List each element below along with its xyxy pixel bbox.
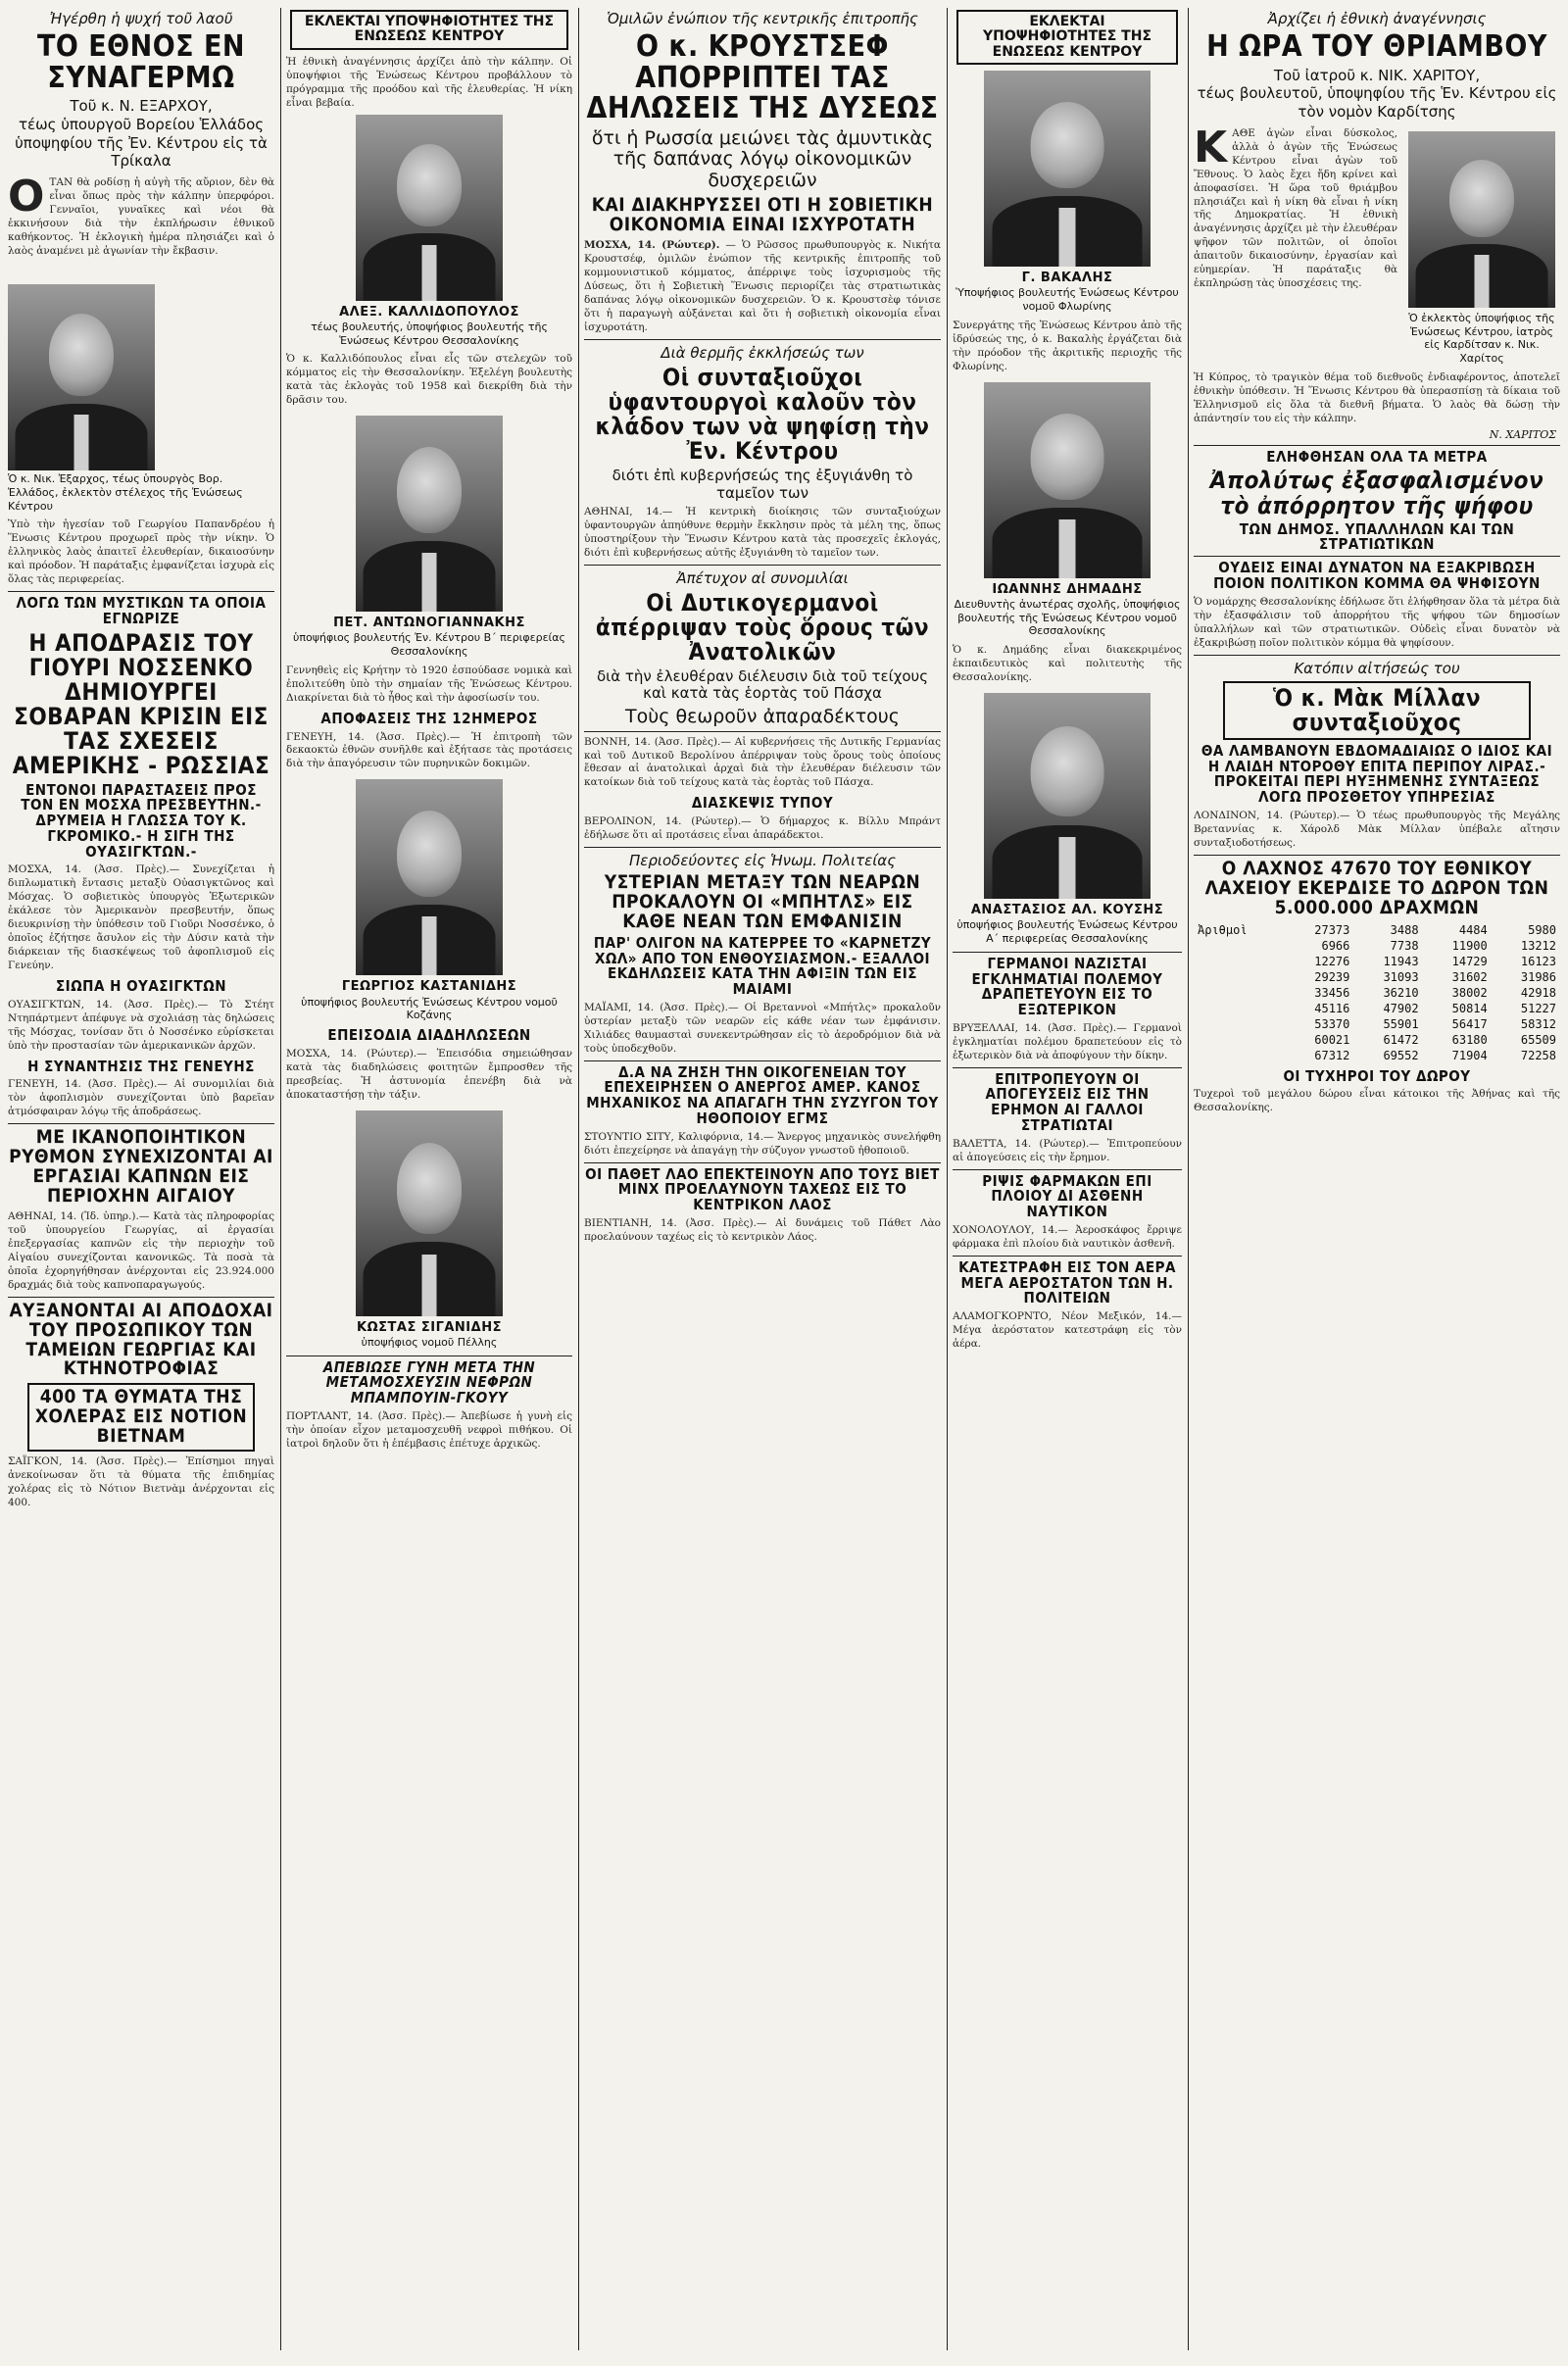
subhead: ΤΩΝ ΔΗΜΟΣ. ΥΠΑΛΛΗΛΩΝ ΚΑΙ ΤΩΝ ΣΤΡΑΤΙΩΤΙΚΩΝ xyxy=(1194,522,1560,558)
caption-text: Ὑποψήφιος βουλευτής Ἑνώσεως Κέντρου νομοῦ Φλωρίνης xyxy=(956,286,1179,314)
subhead-nosenko: ΕΝΤΟΝΟΙ ΠΑΡΑΣΤΑΣΕΙΣ ΠΡΟΣ ΤΟΝ ΕΝ ΜΟΣΧΑ ΠΡΕΣΒΕΥΤΗΝ.- ΔΡΥΜΕΙΑ Η ΓΛΩΣΣΑ ΤΟΥ Κ. ΓΚΡΟΜΙΚΟ.- Η ΣΙΓΗ ΤΗΣ ΟΥΑΣΙΓΚΤΩΝ.- xyxy=(21,780,262,861)
article-text: Ἡ Κύπρος, τὸ τραγικὸν θέμα τοῦ διεθνοῦς ἐνδιαφέροντος, ἀποτελεῖ ἐθνικὴν ὑπόθεσιν. Ἡ Ἕνωσις Κέντρου θὰ ὑπερασπίσῃ τὰ δίκαια τοῦ Ἑλληνισμοῦ εἰς ὅλα τὰ διεθνῆ βήματα. Ὁ λαὸς θὰ δώσῃ τὴν ἀπάντησίν του εἰς τὴν κάλπην. xyxy=(1194,370,1560,424)
lottery-number: 31986 xyxy=(1520,969,1556,984)
article-text: Ὁ νομάρχης Θεσσαλονίκης ἐδήλωσε ὅτι ἐλήφθησαν ὅλα τὰ μέτρα διὰ τὴν ἐξασφάλισιν τοῦ ἀπορρήτου τῆς ψήφου τῶν δημοσίων ὑπαλλήλων καὶ τῶν στρατιωτικῶν. Οὐδεὶς εἶναι δυνατὸν νὰ ἐξακριβώσῃ ποῖον πολιτικὸν κόμμα θὰ ψηφίσουν. xyxy=(1194,595,1560,649)
portrait-photo xyxy=(984,693,1151,899)
lottery-number: 36210 xyxy=(1383,985,1419,1000)
lottery-number: 11943 xyxy=(1383,954,1419,968)
headline-salaries: ΑΥΞΑΝΟΝΤΑΙ ΑΙ ΑΠΟΔΟΧΑΙ ΤΟΥ ΠΡΟΣΩΠΙΚΟΥ ΤΩΝ ΤΑΜΕΙΩΝ ΓΕΩΡΓΙΑΣ ΚΑΙ ΚΤΗΝΟΤΡΟΦΙΑΣ xyxy=(9,1299,273,1380)
article-text: ΣΑΪΓΚΟΝ, 14. (Ἀσσ. Πρὲς).— Ἐπίσημοι πηγαὶ ἀνεκοίνωσαν ὅτι τὰ θύματα τῆς ἐπιδημίας χολέρας εἰς τὸ Νότιον Βιετνὰμ ἀνέρχονται εἰς 400. xyxy=(8,1455,274,1509)
lottery-number: 51227 xyxy=(1520,1001,1556,1015)
photo-caption xyxy=(286,979,572,1022)
caption-name: ΚΩΣΤΑΣ ΣΙΓΑΝΙΔΗΣ xyxy=(357,1319,502,1335)
article-text: Ὁ κ. Καλλιδόπουλος εἶναι εἷς τῶν στελεχῶν τοῦ κόμματος εἰς τὴν Θεσσαλονίκην. Ἐξελέγη βουλευτὴς κατὰ τὰς ἐκλογὰς τοῦ 1958 καὶ διεκρίθη διὰ τὴν δρᾶσιν του. xyxy=(286,353,572,407)
caption-name: ΑΝΑΣΤΑΣΙΟΣ ΑΛ. ΚΟΥΣΗΣ xyxy=(970,903,1164,918)
subhead-soviet-economy: ΚΑΙ ΔΙΑΚΗΡΥΣΣΕΙ ΟΤΙ Η ΣΟΒΙΕΤΙΚΗ ΟΙΚΟΝΟΜΙΑ ΕΙΝΑΙ ΙΣΧΥΡΟΤΑΤΗ xyxy=(591,194,934,235)
lottery-number: 67312 xyxy=(1314,1048,1350,1062)
lottery-row xyxy=(1194,954,1560,969)
headline-macmillan: Ὁ κ. Μὰκ Μίλλαν συνταξιοῦχος xyxy=(1223,681,1531,740)
headline-nosenko: Η ΑΠΟΔΡΑΣΙΣ ΤΟΥ ΓΙΟΥΡΙ ΝΟΣΣΕΝΚΟ ΔΗΜΙΟΥΡΓΕΙ ΣΟΒΑΡΑΝ ΚΡΙΣΙΝ ΕΙΣ ΤΑΣ ΣΧΕΣΕΙΣ ΑΜΕΡΙΚΗΣ - ΡΩΣΣΙΑΣ xyxy=(12,628,270,780)
kicker: Ἀπέτυχον αἱ συνομιλίαι xyxy=(676,568,849,587)
lottery-number: 27373 xyxy=(1314,922,1350,937)
article-text: ΓΕΝΕΥΗ, 14. (Ἀσσ. Πρὲς).— Ἡ ἐπιτροπὴ τῶν δεκαοκτὼ ἐθνῶν συνῆλθε καὶ ἐξήτασε τὰς προτάσεις διὰ τὴν ἀπαγόρευσιν τῶν πυρηνικῶν δοκιμῶν. xyxy=(286,730,572,770)
article-text: ΜΑΪΑΜΙ, 14. (Ἀσσ. Πρὲς).— Οἱ Βρεταννοὶ «Μπήτλς» προκαλοῦν ὑστερίαν μεταξὺ τῶν νεαρῶν εἰς κάθε νέαν των ἐμφάνισιν. Χιλιάδες θαυμασταὶ συνεκεντρώθησαν εἰς τὸ ἀεροδρόμιον διὰ νὰ τοὺς ὑποδεχθοῦν. xyxy=(584,1001,941,1055)
headline-soldiers: ΕΠΙΤΡΟΠΕΥΟΥΝ ΟΙ ΑΠΟΓΕΥΣΕΙΣ ΕΙΣ ΤΗΝ ΕΡΗΜΟΝ ΑΙ ΓΑΛΛΟΙ ΣΤΡΑΤΙΩΤΑΙ xyxy=(985,1069,1150,1134)
dropcap: Κ xyxy=(1194,122,1228,173)
lottery-number: 38002 xyxy=(1451,985,1488,1000)
signature: Ν. ΧΑΡΙΤΟΣ xyxy=(1489,427,1556,441)
article-text: ΟΥΑΣΙΓΚΤΩΝ, 14. (Ἀσσ. Πρὲς).— Τὸ Στέητ Ντηπάρτμεντ ἀπέφυγε νὰ σχολιάσῃ τὰς δηλώσεις τῆς Μόσχας, τονίσαν ὅτι ὁ Νοσσένκο εὑρίσκεται ὑπὸ τὴν προστασίαν τῶν ἀμερικανικῶν ἀρχῶν. xyxy=(8,998,274,1052)
article-text: ΒΟΝΝΗ, 14. (Ἀσσ. Πρὲς).— Αἱ κυβερνήσεις τῆς Δυτικῆς Γερμανίας καὶ τοῦ Δυτικοῦ Βερολίνου ἀπέρριψαν τοὺς ὅρους τοὺς ὁποίους ἔθεσαν αἱ ἀνατολικαὶ ἀρχαὶ διὰ τὴν ἐλευθέραν διέλευσιν τῶν κατοίκων διὰ τοῦ τείχους κατὰ τὰς ἑορτὰς τοῦ Πάσχα. xyxy=(584,735,941,789)
caption-text: Διευθυντὴς ἀνωτέρας σχολῆς, ὑποψήφιος βουλευτής τῆς Ἑνώσεως Κέντρου νομοῦ Θεσσαλονίκης xyxy=(954,597,1181,638)
lottery-number: 29239 xyxy=(1314,969,1350,984)
article-text: Ἡ ἐθνικὴ ἀναγέννησις ἀρχίζει ἀπὸ τὴν κάλπην. Οἱ ὑποψήφιοι τῆς Ἑνώσεως Κέντρου προβάλλουν τὸ πρόγραμμα τῆς προόδου καὶ τῆς ἐλευθερίας. Ἡ νίκη εἶναι βεβαία. xyxy=(286,55,572,109)
article-lead xyxy=(8,172,274,470)
kicker: Περιοδεύοντες εἰς Ἡνωμ. Πολιτείας xyxy=(628,852,896,870)
kicker: Κατόπιν αἰτήσεώς του xyxy=(1294,659,1460,677)
lottery-label: Ἀριθμοὶ xyxy=(1198,922,1248,937)
lottery-label xyxy=(1194,985,1285,1001)
photo-caption xyxy=(286,616,572,659)
lottery-label xyxy=(1194,1032,1285,1048)
lottery-number: 42918 xyxy=(1520,985,1556,1000)
column-rule xyxy=(280,8,281,2350)
kicker-measures: ΕΛΗΦΘΗΣΑΝ ΟΛΑ ΤΑ ΜΕΤΡΑ xyxy=(1266,447,1488,466)
lottery-number: 61472 xyxy=(1383,1032,1419,1047)
column-4 xyxy=(953,8,1182,2350)
lottery-number: 65509 xyxy=(1520,1032,1556,1047)
lottery-number: 33456 xyxy=(1314,985,1350,1000)
small-heading: ΑΠΟΦΑΣΕΙΣ ΤΗΣ 12ΗΜΕΡΟΣ xyxy=(320,709,538,727)
article-text: Ὁ κ. Δημάδης εἶναι διακεκριμένος ἐκπαιδευτικὸς καὶ πολιτευτὴς τῆς Θεσσαλονίκης. xyxy=(953,644,1182,684)
lottery-number: 71904 xyxy=(1451,1048,1488,1062)
byline-candidacy: ὑποψηφίου τῆς Ἐν. Κέντρου εἰς τὰ Τρίκαλα xyxy=(15,133,268,171)
column-5 xyxy=(1194,8,1560,2350)
subhead-beatles: ΠΑΡ' ΟΛΙΓΟΝ ΝΑ ΚΑΤΕΡΡΕΕ ΤΟ «ΚΑΡΝΕΤΖΥ ΧΩΛ» ΑΠΟ ΤΟΝ ΕΝΘΟΥΣΙΑΣΜΟΝ.- ΕΞΑΛΛΟΙ ΕΚΔΗΛΩΣΕΙΣ ΚΑΤΑ ΤΗΝ ΑΦΙΞΙΝ ΤΩΝ ΕΙΣ ΜΑΙΑΜΙ xyxy=(593,933,932,999)
lottery-row xyxy=(1194,922,1560,938)
lottery-number: 55901 xyxy=(1383,1016,1419,1031)
column-1 xyxy=(8,8,274,2350)
headline-weavers: Οἱ συνταξιοῦχοι ὑφαντουργοὶ καλοῦν τὸν κλάδον των νὰ ψηφίσῃ τὴν Ἐν. Κέντρου xyxy=(595,363,930,466)
headline-drugs: ΡΙΨΙΣ ΦΑΡΜΑΚΩΝ ΕΠΙ ΠΛΟΙΟΥ ΔΙ ΑΣΘΕΝΗ ΝΑΥΤΙΚΟΝ xyxy=(982,1171,1152,1221)
headline-lottery: Ο ΛΑΧΝΟΣ 47670 ΤΟΥ ΕΘΝΙΚΟΥ ΛΑΧΕΙΟΥ ΕΚΕΡΔΙΣΕ ΤΟ ΔΩΡΟΝ ΤΩΝ 5.000.000 ΔΡΑΧΜΩΝ xyxy=(1204,857,1549,918)
lottery-number: 58312 xyxy=(1520,1016,1556,1031)
caption-name: ΠΕΤ. ΑΝΤΩΝΟΓΙΑΝΝΑΚΗΣ xyxy=(333,616,525,631)
lottery-row xyxy=(1194,1048,1560,1063)
lottery-number: 4484 xyxy=(1458,922,1488,937)
lottery-row xyxy=(1194,985,1560,1001)
photo-caption xyxy=(953,903,1182,946)
article-text: ΟΤΑΝ θὰ ροδίσῃ ἡ αὐγὴ τῆς αὔριον, δὲν θὰ εἶναι ὅπως πρὸς τὴν κάλπην ὑπερφόροι. Γενναῖοι, γυναῖκες καὶ νέοι θὰ ἐκκινήσουν διὰ τὴν ἐκπλήρωσιν ἐθνικοῦ καθήκοντος. Ἡ ἐκλογικὴ ἡμέρα πλησιάζει καὶ ὁ λαὸς ἀναμένει μὲ ἀγωνίαν τὴν ἔκβασιν. xyxy=(8,172,274,257)
lottery-number: 3488 xyxy=(1390,922,1419,937)
lottery-number: 11900 xyxy=(1451,938,1488,953)
lottery-label xyxy=(1194,969,1285,985)
headline-laos: ΟΙ ΠΑΘΕΤ ΛΑΟ ΕΠΕΚΤΕΙΝΟΥΝ ΑΠΟ ΤΟΥΣ ΒΙΕΤ ΜΙΝΧ ΠΡΟΕΛΑΥΝΟΥΝ ΤΑΧΕΩΣ ΕΙΣ ΤΟ ΚΕΝΤΡΙΚΟΝ ΛΑΟΣ xyxy=(585,1164,940,1214)
headline-tobacco: ΜΕ ΙΚΑΝΟΠΟΙΗΤΙΚΟΝ ΡΥΘΜΟΝ ΣΥΝΕΧΙΖΟΝΤΑΙ ΑΙ ΕΡΓΑΣΙΑΙ ΚΑΠΝΩΝ ΕΙΣ ΠΕΡΙΟΧΗΝ ΑΙΓΑΙΟΥ xyxy=(9,1126,273,1207)
lottery-number: 72258 xyxy=(1520,1048,1556,1062)
lottery-number: 31602 xyxy=(1451,969,1488,984)
lottery-number: 16123 xyxy=(1520,954,1556,968)
article-text: ΒΑΛΕΤΤΑ, 14. (Ρώυτερ).— Ἐπιτροπεύουν αἱ ἀπογεύσεις εἰς τὴν ἔρημον. xyxy=(953,1137,1182,1163)
portrait-photo xyxy=(356,779,503,975)
photo-caption: Ὁ ἐκλεκτὸς ὑποψήφιος τῆς Ἑνώσεως Κέντρου, ἰατρὸς εἰς Καρδίτσαν κ. Νικ. Χαρίτος xyxy=(1408,311,1555,365)
article-text: ΠΟΡΤΛΑΝΤ, 14. (Ἀσσ. Πρὲς).— Ἀπεβίωσε ἡ γυνὴ εἰς τὴν ὁποίαν εἶχον μεταμοσχευθῆ νεφροὶ πιθήκου. Οἱ ἰατροὶ δηλοῦν ὅτι ἡ ἐπέμβασις ἐπέτυχε ἀρχικῶς. xyxy=(286,1409,572,1450)
dateline: ΜΟΣΧΑ, 14. (Ρώυτερ). xyxy=(584,238,720,251)
lottery-row xyxy=(1194,1016,1560,1032)
article-text: ΜΟΣΧΑ, 14. (Ρώυτερ). — Ὁ Ρῶσσος πρωθυπουργὸς κ. Νικήτα Κρουστσέφ, ὁμιλῶν ἐνώπιον τῆς κεντρικῆς ἐπιτροπῆς τοῦ κομμουνιστικοῦ κόμματος, ἀπέρριψε τοὺς ἰσχυρισμοὺς τῆς Δύσεως, ὅτι ἡ Σοβιετικὴ Ἕνωσις περιορίζει τὰς στρατιωτικὰς δαπάνας λόγῳ οἰκονομικῶν δυσχερειῶν. Ὁ κ. Κρουστσὲφ τόνισε ὅτι ἡ παραγωγὴ αὐξάνεται καὶ ὅτι ἡ σοβιετικὴ οἰκονομία εἶναι ἰσχυροτάτη. xyxy=(584,238,941,333)
lottery-number: 63180 xyxy=(1451,1032,1488,1047)
article-text: ΜΟΣΧΑ, 14. (Ἀσσ. Πρὲς).— Συνεχίζεται ἡ διπλωματικὴ ἔντασις μεταξὺ Οὐασιγκτῶνος καὶ Μόσχας. Ὁ σοβιετικὸς ὑπουργὸς Ἐξωτερικῶν ἐκάλεσε τὸν Ἀμερικανὸν πρεσβευτήν, ὅπως διευκρινίσῃ τὴν ὑπόθεσιν τοῦ Γιοῦρι Νοσσένκο, ὁ ὁποῖος ἐζήτησε ἄσυλον εἰς τὴν Δύσιν κατὰ τὴν διάρκειαν τῆς διασκέψεως τοῦ ἀφοπλισμοῦ εἰς Γενεύην. xyxy=(8,863,274,972)
caption-name: ΓΕΩΡΓΙΟΣ ΚΑΣΤΑΝΙΔΗΣ xyxy=(341,979,517,995)
article-text: ΛΟΝΔΙΝΟΝ, 14. (Ρώυτερ).— Ὁ τέως πρωθυπουργὸς τῆς Μεγάλης Βρεταννίας κ. Χάρολδ Μὰκ Μίλλαν ὑπέβαλε αἴτησιν συνταξιοδοτήσεως. xyxy=(1194,809,1560,849)
article-text: ΑΘΗΝΑΙ, 14. (Ἰδ. ὑπηρ.).— Κατὰ τὰς πληροφορίας τοῦ ὑπουργείου Γεωργίας, αἱ ἐργασίαι ἐπεξεργασίας καπνῶν εἰς τὴν περιοχὴν τοῦ Αἰγαίου συνεχίζονται κανονικῶς. Τὰ ποσὰ τὰ ὁποῖα ἐχορηγήθησαν ἀνέρχονται εἰς 23.924.000 δραχμάς διὰ τοὺς καπνοπαραγωγούς. xyxy=(8,1209,274,1291)
photo-caption xyxy=(286,305,572,348)
lottery-number: 60021 xyxy=(1314,1032,1350,1047)
column-2 xyxy=(286,8,572,2350)
byline-role: τέως ὑπουργοῦ Βορείου Ἑλλάδος xyxy=(18,115,265,133)
column-3 xyxy=(584,8,941,2350)
article-text: ΓΕΝΕΥΗ, 14. (Ἀσσ. Πρὲς).— Αἱ συνομιλίαι διὰ τὸν ἀφοπλισμὸν συνεχίζονται ὑπὸ βαρεῖαν ἀτμόσφαιραν λόγῳ τῆς ἀποδράσεως. xyxy=(8,1078,274,1118)
subhead: ΘΑ ΛΑΜΒΑΝΟΥΝ ΕΒΔΟΜΑΔΙΑΙΩΣ Ο ΙΔΙΟΣ ΚΑΙ Η ΛΑΙΔΗ ΝΤΟΡΟΘΥ ΕΠΙΤΑ ΠΕΡΙΠΟΥ ΛΙΡΑΣ.- ΠΡΟΚΕΙΤΑΙ ΠΕΡΙ ΗΥΞΗΜΕΝΗΣ ΣΥΝΤΑΞΕΩΣ ΛΟΓΩ ΠΡΟΣΘΕΤΟΥ ΥΠΗΡΕΣΙΑΣ xyxy=(1200,741,1553,807)
column-rule xyxy=(1188,8,1189,2350)
kicker: Ἀρχίζει ἡ ἐθνικὴ ἀναγέννησις xyxy=(1267,10,1487,27)
lottery-number: 14729 xyxy=(1451,954,1488,968)
lottery-row xyxy=(1194,969,1560,985)
subhead: διότι ἐπὶ κυβερνήσεώς της ἐξυγιάνθη τὸ ταμεῖον των xyxy=(612,467,913,502)
small-heading: ΟΙ ΤΥΧΗΡΟΙ ΤΟΥ ΔΩΡΟΥ xyxy=(1283,1066,1471,1085)
article-text: ΒΙΕΝΤΙΑΝΗ, 14. (Ἀσσ. Πρὲς).— Αἱ δυνάμεις τοῦ Πάθετ Λὰο προελαύνουν ταχέως εἰς τὸ κεντρικὸν Λάος. xyxy=(584,1216,941,1243)
byline-author: Τοῦ κ. Ν. ΕΞΑΡΧΟΥ, xyxy=(70,97,213,115)
caption-text: ὑποψήφιος βουλευτής Ἑνώσεως Κέντρου Α΄ περιφερείας Θεσσαλονίκης xyxy=(956,918,1178,946)
lottery-number: 7738 xyxy=(1390,938,1419,953)
article-text: Τυχεροὶ τοῦ μεγάλου δώρου εἶναι κάτοικοι τῆς Ἀθήνας καὶ τῆς Θεσσαλονίκης. xyxy=(1194,1088,1560,1114)
main-headline-ethnos: ΤΟ ΕΘΝΟΣ ΕΝ ΣΥΝΑΓΕΡΜΩ xyxy=(36,29,245,95)
portrait-photo xyxy=(984,382,1151,578)
lottery-number: 5980 xyxy=(1528,922,1556,937)
article-text: Συνεργάτης τῆς Ἑνώσεως Κέντρου ἀπὸ τῆς ἱδρύσεώς της, ὁ κ. Βακαλὴς ἐργάζεται διὰ τὴν πρόοδον τῆς ἀκριτικῆς περιοχῆς τῆς Φλωρίνης. xyxy=(953,319,1182,372)
subhead: Τοὺς θεωροῦν ἀπαραδέκτους xyxy=(584,707,941,732)
lottery-number: 6966 xyxy=(1321,938,1350,953)
article-text: ΒΕΡΟΛΙΝΟΝ, 14. (Ρώυτερ).— Ὁ δήμαρχος κ. Βίλλυ Μπράντ ἐδήλωσε ὅτι αἱ προτάσεις εἶναι ἀπαράδεκτοι. xyxy=(584,815,941,842)
lottery-number: 69552 xyxy=(1383,1048,1419,1062)
box-label-candidates: ΕΚΛΕΚΤΑΙ ΥΠΟΨΗΦΙΟΤΗΤΕΣ ΤΗΣ ΕΝΩΣΕΩΣ ΚΕΝΤΡΟΥ xyxy=(956,10,1178,65)
kicker: Ἠγέρθη ἡ ψυχή τοῦ λαοῦ xyxy=(49,10,233,27)
lottery-number: 56417 xyxy=(1451,1016,1488,1031)
article-text: Ὑπὸ τὴν ἡγεσίαν τοῦ Γεωργίου Παπανδρέου ἡ Ἕνωσις Κέντρου προχωρεῖ πρὸς τὴν νίκην. Ὁ ἑλληνικὸς λαὸς ἀπαιτεῖ ἐλευθερίαν, δικαιοσύνην καὶ πρόοδον. Ἡ παράταξις ἐμφανίζεται ἰσχυρὰ εἰς ὅλας τὰς περιφερείας. xyxy=(8,518,274,586)
kicker: Διὰ θερμῆς ἐκκλήσεώς των xyxy=(661,343,864,362)
column-rule xyxy=(578,8,579,2350)
caption-text: τέως βουλευτής, ὑποψήφιος βουλευτής τῆς Ἑνώσεως Κέντρου Θεσσαλονίκης xyxy=(311,320,548,347)
lottery-label xyxy=(1194,1016,1285,1032)
lottery-number: 31093 xyxy=(1383,969,1419,984)
lottery-row xyxy=(1194,938,1560,954)
lottery-row xyxy=(1194,1001,1560,1016)
lottery-number: 47902 xyxy=(1383,1001,1419,1015)
portrait-photo xyxy=(356,115,503,301)
newspaper-page xyxy=(8,8,1560,2350)
subhead: ὅτι ἡ Ρωσσία μειώνει τὰς ἀμυντικὰς τῆς δαπάνας λόγῳ οἰκονομικῶν δυσχερειῶν xyxy=(591,126,934,192)
article-text: ΧΟΝΟΛΟΥΛΟΥ, 14.— Ἀεροσκάφος ἔρριψε φάρμακα ἐπὶ πλοίου διὰ ναυτικὸν ἀσθενῆ. xyxy=(953,1223,1182,1250)
subhead: ΟΥΔΕΙΣ ΕΙΝΑΙ ΔΥΝΑΤΟΝ ΝΑ ΕΞΑΚΡΙΒΩΣΗ ΠΟΙΟΝ ΠΟΛΙΤΙΚΟΝ ΚΟΜΜΑ ΘΑ ΨΗΦΙΣΟΥΝ xyxy=(1213,559,1541,592)
portrait-photo xyxy=(356,1110,503,1316)
byline-role: τέως βουλευτοῦ, ὑποψηφίου τῆς Ἑν. Κέντρου εἰς τὸν νομὸν Καρδίτσης xyxy=(1197,84,1557,121)
small-heading: Η ΣΥΝΑΝΤΗΣΙΣ ΤΗΣ ΓΕΝΕΥΗΣ xyxy=(27,1057,255,1075)
byline-author: Τοῦ ἰατροῦ κ. ΝΙΚ. ΧΑΡΙΤΟΥ, xyxy=(1273,66,1481,84)
lottery-row xyxy=(1194,1032,1560,1048)
lottery-table xyxy=(1194,922,1560,1063)
lottery-number: 13212 xyxy=(1520,938,1556,953)
caption-name: ΙΩΑΝΝΗΣ ΔΗΜΑΔΗΣ xyxy=(992,581,1143,597)
caption-text: ὑποψήφιος νομοῦ Πέλλης xyxy=(361,1335,498,1349)
headline-west-germans: Οἱ Δυτικογερμανοὶ ἀπέρριψαν τοὺς ὅρους τῶν Ἀνατολικῶν xyxy=(595,588,930,666)
dropcap: Ο xyxy=(8,172,45,222)
article-lead xyxy=(1194,122,1560,426)
headline-balloon: ΚΑΤΕΣΤΡΑΦΗ ΕΙΣ ΤΟΝ ΑΕΡΑ ΜΕΓΑ ΑΕΡΟΣΤΑΤΟΝ ΤΩΝ Η. ΠΟΛΙΤΕΙΩΝ xyxy=(958,1257,1176,1307)
article-text: ΜΟΣΧΑ, 14. (Ρώυτερ).— Ἐπεισόδια σημειώθησαν κατὰ τὰς διαδηλώσεις φοιτητῶν ἔμπροσθεν τῆς πρεσβείας. Ἡ ἀστυνομία ἐπενέβη διὰ νὰ ἀποκαταστήσῃ τὴν τάξιν. xyxy=(286,1047,572,1101)
main-headline-khrushchev: Ο κ. ΚΡΟΥΣΤΣΕΦ ΑΠΟΡΡΙΠΤΕΙ ΤΑΣ ΔΗΛΩΣΕΙΣ ΤΗΣ ΔΥΣΕΩΣ xyxy=(586,29,939,125)
subhead: διὰ τὴν ἐλευθέραν διέλευσιν διὰ τοῦ τείχους καὶ κατὰ τὰς ἑορτὰς τοῦ Πάσχα xyxy=(596,667,929,703)
headline-secret-ballot: Ἀπολύτως ἐξασφαλισμένον τὸ ἀπόρρητον τῆς ψήφου xyxy=(1209,467,1544,519)
article-text: Γεννηθεὶς εἰς Κρήτην τὸ 1920 ἐσπούδασε νομικὰ καὶ ἐπολιτεύθη ὑπὸ τὴν σημαίαν τῆς Ἑνώσεως Κέντρου. Διακρίνεται διὰ τὸ ἦθος καὶ τὴν ἀφοσίωσίν του. xyxy=(286,664,572,704)
headline-beatles: ΥΣΤΕΡΙΑΝ ΜΕΤΑΞΥ ΤΩΝ ΝΕΑΡΩΝ ΠΡΟΚΑΛΟΥΝ ΟΙ «ΜΠΗΤΛΣ» ΕΙΣ ΚΑΘΕ ΝΕΑΝ ΤΩΝ ΕΜΦΑΝΙΣΙΝ xyxy=(604,871,921,932)
lottery-label xyxy=(1194,1001,1285,1016)
small-heading: ΔΙΑΣΚΕΨΙΣ ΤΥΠΟΥ xyxy=(691,794,834,813)
small-heading: ΣΙΩΠΑ Η ΟΥΑΣΙΓΚΤΩΝ xyxy=(55,977,227,996)
article-text: ΑΛΑΜΟΓΚΟΡΝΤΟ, Νέον Μεξικόν, 14.— Μέγα ἀερόστατον κατεστράφη εἰς τὸν ἀέρα. xyxy=(953,1310,1182,1350)
article-text: ΣΤΟΥΝΤΙΟ ΣΙΤΥ, Καλιφόρνια, 14.— Ἄνεργος μηχανικὸς συνελήφθη διότι ἐπεχείρησε νὰ ἀπαγάγῃ τὴν σύζυγον γνωστοῦ ἠθοποιοῦ. xyxy=(584,1130,941,1157)
small-heading: ΕΠΕΙΣΟΔΙΑ ΔΙΑΔΗΛΩΣΕΩΝ xyxy=(327,1026,531,1045)
portrait-photo xyxy=(984,71,1151,267)
article-text: ΒΡΥΞΕΛΛΑΙ, 14. (Ἀσσ. Πρὲς).— Γερμανοὶ ἐγκληματίαι πολέμου δραπετεύουν εἰς τὸ ἐξωτερικὸν διὰ νὰ ἀποφύγουν τὴν δίκην. xyxy=(953,1021,1182,1061)
headline-kidnap: Δ.Α ΝΑ ΖΗΣΗ ΤΗΝ ΟΙΚΟΓΕΝΕΙΑΝ ΤΟΥ ΕΠΕΧΕΙΡΗΣΕΝ Ο ΑΝΕΡΓΟΣ ΑΜΕΡ. ΚΑΝΟΣ ΜΗΧΑΝΙΚΟΣ ΝΑ ΑΠΑΓΑΓΗ ΤΗΝ ΣΥΖΥΓΟΝ ΤΟΥ ΗΘΟΠΟΙΟΥ ΕΓΜΣ xyxy=(586,1062,939,1127)
box-label-candidates: ΕΚΛΕΚΤΑΙ ΥΠΟΨΗΦΙΟΤΗΤΕΣ ΤΗΣ ΕΝΩΣΕΩΣ ΚΕΝΤΡΟΥ xyxy=(290,10,568,50)
photo-caption xyxy=(286,1320,572,1350)
lottery-label xyxy=(1194,938,1285,954)
article-text: ΑΘΗΝΑΙ, 14.— Ἡ κεντρικὴ διοίκησις τῶν συνταξιούχων ὑφαντουργῶν ἀπηύθυνε θερμὴν ἔκκλησιν πρὸς τὰ μέλη της, ὅπως ὑποστηρίξουν τὴν Ἕνωσιν Κέντρου κατὰ τὰς προσεχεῖς ἐκλογάς, διότι ἐπὶ κυβερνήσεως αὐτῆς ἐξυγιάνθη τὸ ταμεῖον των. xyxy=(584,505,941,559)
section-label: ΛΟΓΩ ΤΩΝ ΜΥΣΤΙΚΩΝ ΤΑ ΟΠΟΙΑ ΕΓΝΩΡΙΖΕ xyxy=(16,594,267,627)
main-headline-triumph: Η ΩΡΑ ΤΟΥ ΘΡΙΑΜΒΟΥ xyxy=(1206,29,1547,64)
portrait-block xyxy=(1403,127,1560,371)
lottery-label xyxy=(1194,1048,1285,1063)
portrait-photo xyxy=(356,416,503,612)
portrait-photo xyxy=(1408,131,1555,308)
caption-text: ὑποψήφιος βουλευτής Ἐν. Κέντρου Β΄ περιφερείας Θεσσαλονίκης xyxy=(293,631,565,659)
byline xyxy=(1194,67,1560,122)
caption-text: ὑποψήφιος βουλευτής Ἑνώσεως Κέντρου νομοῦ Κοζάνης xyxy=(301,995,558,1022)
lottery-number: 45116 xyxy=(1314,1001,1350,1015)
column-rule xyxy=(947,8,948,2350)
byline xyxy=(8,97,274,171)
article-text: ΚΑΘΕ ἀγὼν εἶναι δύσκολος, ἀλλὰ ὁ ἀγὼν τῆς Ἑνώσεως Κέντρου εἶναι ἀγὼν τοῦ Ἔθνους. Ὁ λαὸς ἔχει ἤδη κρίνει καὶ ἀποφασίσει. Ἡ ὥρα τοῦ θριάμβου πλησιάζει καὶ ἡ νίκη θὰ εἶναι ἡ νίκη τῆς Δημοκρατίας. Ἡ ἐθνικὴ ἀναγέννησις ἀρχίζει μὲ τὴν ἐλευθέραν ψῆφον τῶν πολιτῶν, οἱ ὁποῖοι ἀπαιτοῦν δικαιοσύνην, ἐργασίαν καὶ εὐημερίαν. Ἡ παράταξις θὰ ἐκπληρώσῃ τὰς ὑποσχέσεις της. xyxy=(1194,122,1397,290)
lottery-number: 50814 xyxy=(1451,1001,1488,1015)
portrait-photo xyxy=(8,284,155,470)
lottery-label xyxy=(1194,954,1285,969)
headline-babouin: ΑΠΕΒΙΩΣΕ ΓΥΝΗ ΜΕΤΑ ΤΗΝ ΜΕΤΑΜΟΣΧΕΥΣΙΝ ΝΕΦΡΩΝ ΜΠΑΜΠΟΥΙΝ-ΓΚΟΥΥ xyxy=(322,1357,536,1407)
headline-cholera: 400 ΤΑ ΘΥΜΑΤΑ ΤΗΣ ΧΟΛΕΡΑΣ ΕΙΣ ΝΟΤΙΟΝ ΒΙΕΤΝΑΜ xyxy=(27,1383,255,1452)
photo-caption: Ὁ κ. Νικ. Ἐξαρχος, τέως ὑπουργὸς Βορ. Ἑλλάδος, ἐκλεκτὸν στέλεχος τῆς Ἑνώσεως Κέντρου xyxy=(8,472,243,513)
headline-nazis: ΓΕΡΜΑΝΟΙ ΝΑΖΙΣΤΑΙ ΕΓΚΛΗΜΑΤΙΑΙ ΠΟΛΕΜΟΥ ΔΡΑΠΕΤΕΥΟΥΝ ΕΙΣ ΤΟ ΕΞΩΤΕΡΙΚΟΝ xyxy=(971,954,1163,1019)
photo-caption xyxy=(953,582,1182,639)
kicker: Ὁμιλῶν ἐνώπιον τῆς κεντρικῆς ἐπιτροπῆς xyxy=(607,10,918,27)
caption-name: Γ. ΒΑΚΑΛΗΣ xyxy=(1021,271,1113,286)
lottery-number: 53370 xyxy=(1314,1016,1350,1031)
lottery-number: 12276 xyxy=(1314,954,1350,968)
photo-caption xyxy=(953,271,1182,314)
caption-name: ΑΛΕΞ. ΚΑΛΛΙΔΟΠΟΥΛΟΣ xyxy=(339,304,519,320)
